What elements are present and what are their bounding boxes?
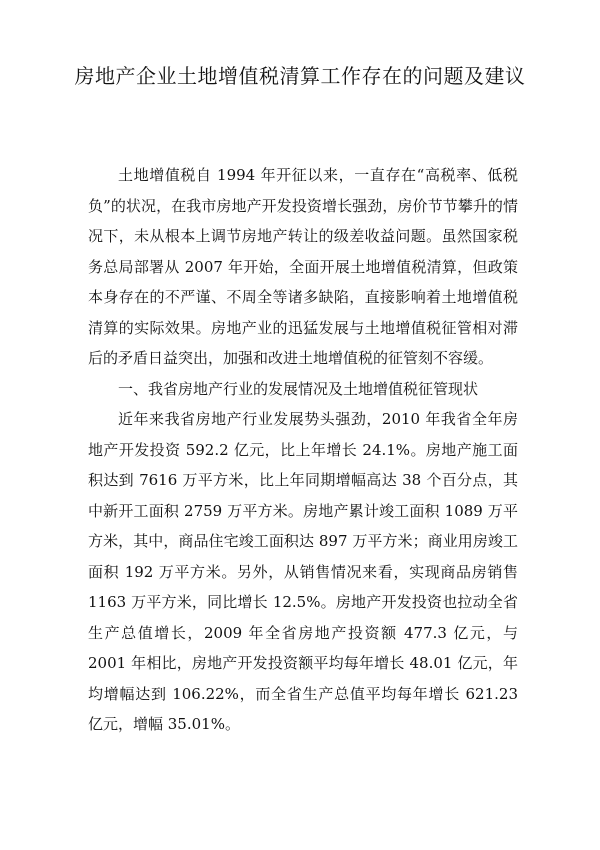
document-title: 房地产企业土地增值税清算工作存在的问题及建议 — [74, 64, 526, 88]
section-1-paragraph: 近年来我省房地产行业发展势头强劲，2010 年我省全年房地产开发投资 592.2 亿元，比上年增长 24.1%。房地产施工面积达到 7616 万平方米，比上年同期增幅高达 38 个百分点，其中新开工面积 2759 万平方米。房地产累计竣工面积 1089 万平方米，其中，商品住宅竣工面积达 897 万平方米；商业用房竣工面积 192 万平方米。另外，从销售情况来看，实现商品房销售 1163 万平方米，同比增长 12.5%。房地产开发投资也拉动全省生产总值增长，2009 年全省房地产投资额 477.3 亿元，与 2001 年相比，房地产开发投资额平均每年增长 48.01 亿元，年均增幅达到 106.22%，而全省生产总值平均每年增长 621.23 亿元，增幅 35.01%。 — [88, 410, 518, 733]
section-1-heading: 一、我省房地产行业的发展情况及土地增值税征管现状 — [118, 379, 479, 398]
document-body — [88, 160, 518, 740]
intro-paragraph: 土地增值税自 1994 年开征以来，一直存在“高税率、低税负”的状况，在我市房地产开发投资增长强劲，房价节节攀升的情况下，未从根本上调节房地产转让的级差收益问题。虽然国家税务总局部署从 2007 年开始，全面开展土地增值税清算，但政策本身存在的不严谨、不周全等诸多缺陷，直接影响着土地增值税清算的实际效果。房地产业的迅猛发展与土地增值税征管相对滞后的矛盾日益突出，加强和改进土地增值税的征管刻不容缓。 — [88, 166, 518, 367]
